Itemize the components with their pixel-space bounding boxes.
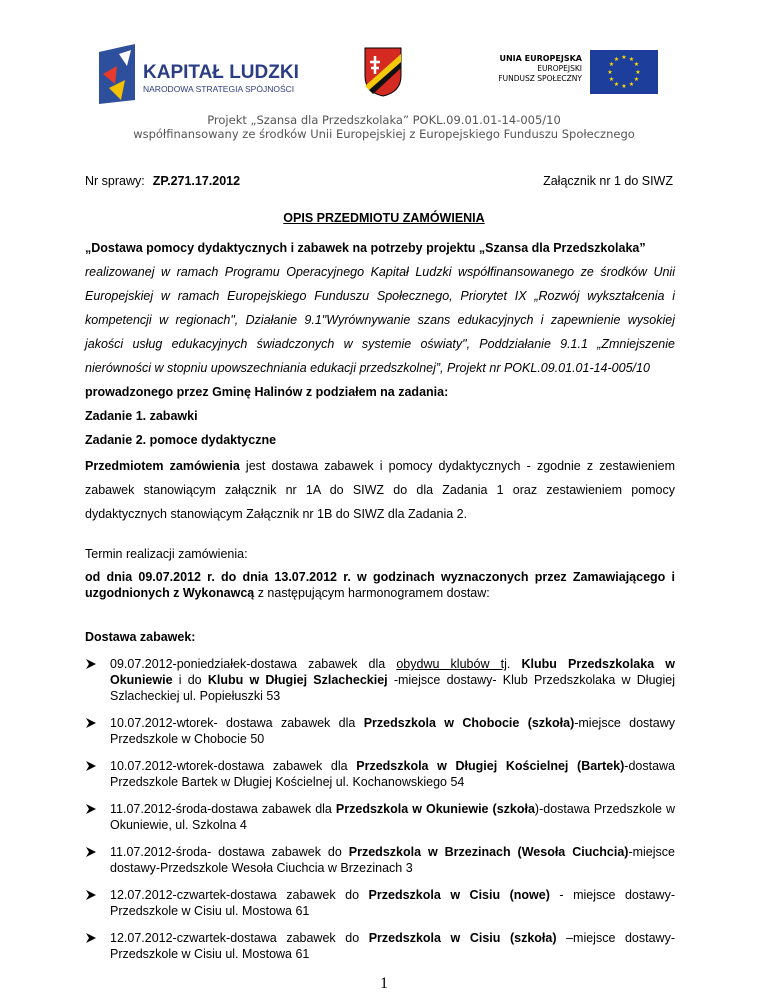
intro-heading: „Dostawa pomocy dydaktycznych i zabawek na potrzeby projektu „Szansa dla Przedszkolaka”: [85, 241, 646, 255]
eu-line2: EUROPEJSKI: [537, 64, 582, 73]
intro-section: [85, 236, 675, 452]
arrow-bullet-icon: [85, 658, 97, 670]
intro-closing: prowadzonego przez Gminę Halinów z podziałem na zadania:: [85, 385, 449, 399]
list-item: 11.07.2012-środa- dostawa zabawek do Przedszkola w Brzezinach (Wesoła Ciuchcia)-miejsce dostawy-Przedszkole Wesoła Ciuchcia w Brzezinach 3: [85, 844, 675, 876]
term-dates: [85, 569, 675, 601]
svg-text:★: ★: [608, 76, 615, 83]
svg-text:★: ★: [621, 54, 627, 61]
case-number: ZP.271.17.2012: [152, 174, 241, 188]
case-label: Nr sprawy:: [85, 174, 145, 188]
list-item: 11.07.2012-środa-dostawa zabawek dla Przedszkola w Okuniewie (szkoła)-dostawa Przedszkole w Okuniewie, ul. Szkolna 4: [85, 801, 675, 833]
svg-text:★: ★: [607, 69, 613, 76]
svg-text:★: ★: [621, 83, 627, 90]
project-line1: Projekt „Szansa dla Przedszkolaka” POKL.09.01.01-14-005/10: [207, 113, 561, 127]
svg-text:★: ★: [635, 69, 641, 76]
eu-line1: UNIA EUROPEJSKA: [499, 54, 582, 63]
eu-logo-text: [474, 54, 582, 84]
subject-bold: Przedmiotem zamówienia: [85, 459, 240, 473]
arrow-bullet-icon: [85, 760, 97, 772]
deliveries-heading: Dostawa zabawek:: [85, 630, 196, 644]
project-line2: współfinansowany ze środków Unii Europejskiej z Europejskiego Funduszu Społecznego: [133, 127, 635, 141]
svg-text:★: ★: [613, 81, 620, 88]
list-item: 12.07.2012-czwartek-dostawa zabawek do Przedszkola w Cisiu (szkoła) –miejsce dostawy- Przedszkole w Cisiu ul. Mostowa 61: [85, 930, 675, 962]
kapital-ludzki-logo: [95, 44, 325, 106]
list-item: 10.07.2012-wtorek-dostawa zabawek dla Przedszkola w Długiej Kościelnej (Bartek)-dostawa Przedszkole Bartek w Długiej Kościelnej ul. Kochanowskiego 54: [85, 758, 675, 790]
list-item: 09.07.2012-poniedziałek-dostawa zabawek dla obydwu klubów tj. Klubu Przedszkolaka w Okuniewie i do Klubu w Długiej Szlacheckiej -miejsce dostawy- Klub Przedszkolaka w Długiej Szlacheckiej ul. Popiełuszki 53: [85, 656, 675, 704]
eu-flag-icon: [590, 50, 658, 94]
eu-line3: FUNDUSZ SPOŁECZNY: [498, 74, 582, 83]
gmina-crest-icon: [363, 46, 403, 98]
page-number: 1: [380, 975, 388, 992]
svg-text:★: ★: [633, 61, 640, 68]
arrow-bullet-icon: [85, 889, 97, 901]
term-section: [85, 546, 675, 601]
task-1: Zadanie 1. zabawki: [85, 409, 198, 423]
subject-rest: jest dostawa zabawek i pomocy dydaktycznych - zgodnie z zestawieniem zabawek stanowiącym załącznik nr 1A do SIWZ do dla Zadania 1 oraz zestawieniem pomocy dydaktycznych stanowiącym Załącznik nr 1B do SIWZ dla Zadania 2.: [85, 459, 675, 521]
term-label: Termin realizacji zamówienia:: [85, 547, 248, 561]
svg-text:★: ★: [608, 61, 615, 68]
intro-body: realizowanej w ramach Programu Operacyjnego Kapitał Ludzki współfinansowanego ze środków Unii Europejskiej w ramach Europejskiego Funduszu Społecznego, Priorytet IX „Rozwój wykształcenia i kompetencji w regionach", Działanie 9.1"Wyrównywanie szans edukacyjnych i zapewnienie wysokiej jakości usług edukacyjnych świadczonych w systemie oświaty", Poddziałanie 9.1.1 „Zmniejszenie nierówności w stopniu upowszechniania edukacji przedszkolnej”, Projekt nr POKL.09.01.01-14-005/10: [85, 265, 675, 375]
svg-text:★: ★: [628, 81, 635, 88]
arrow-bullet-icon: [85, 846, 97, 858]
svg-text:★: ★: [613, 56, 620, 63]
term-dates-rest: z następującym harmonogramem dostaw:: [254, 586, 490, 600]
arrow-bullet-icon: [85, 932, 97, 944]
kl-title: KAPITAŁ LUDZKI: [143, 62, 299, 83]
document-title: OPIS PRZEDMIOTU ZAMÓWIENIA: [283, 211, 485, 225]
case-reference: [85, 174, 240, 188]
arrow-bullet-icon: [85, 803, 97, 815]
list-item: 10.07.2012-wtorek- dostawa zabawek dla Przedszkola w Chobocie (szkoła)-miejsce dostawy Przedszkole w Chobocie 50: [85, 715, 675, 747]
arrow-bullet-icon: [85, 717, 97, 729]
attachment-label: Załącznik nr 1 do SIWZ: [543, 174, 673, 188]
logo-header: [0, 40, 768, 110]
kl-subtitle: NARODOWA STRATEGIA SPÓJNOŚCI: [143, 84, 295, 94]
svg-text:★: ★: [628, 56, 635, 63]
eu-logo: [474, 48, 664, 100]
project-header: [0, 113, 768, 141]
term-dates-bold: od dnia 09.07.2012 r. do dnia 13.07.2012 r. w godzinach wyznaczonych przez Zamawiającego i uzgodnionych z Wykonawcą: [85, 570, 675, 600]
task-2: Zadanie 2. pomoce dydaktyczne: [85, 433, 277, 447]
list-item: 12.07.2012-czwartek-dostawa zabawek do Przedszkola w Cisiu (nowe) - miejsce dostawy- Przedszkole w Cisiu ul. Mostowa 61: [85, 887, 675, 919]
subject-paragraph: [85, 454, 675, 526]
svg-text:★: ★: [633, 76, 640, 83]
